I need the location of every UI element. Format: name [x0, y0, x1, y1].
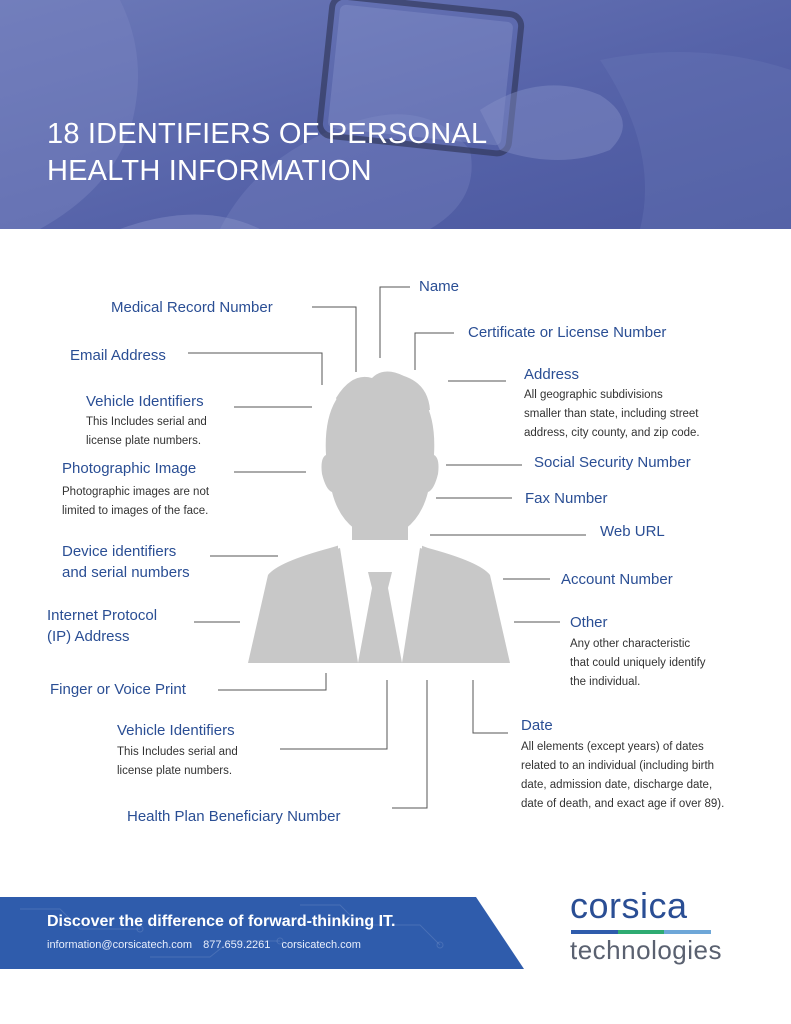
date-desc-line: related to an individual (including birth	[521, 760, 715, 772]
address-desc-line: All geographic subdivisions	[524, 389, 663, 401]
connector-vehicle-bottom	[280, 680, 387, 749]
label-internet-protocol	[47, 605, 157, 647]
silhouette-shirt-left	[340, 545, 378, 663]
address-description	[524, 386, 700, 443]
title-line-2: HEALTH INFORMATION	[47, 155, 372, 187]
footer-tagline: Discover the difference of forward-thinking IT.	[47, 913, 396, 930]
connector-medical-record	[312, 307, 356, 372]
label-health-plan-beneficiary: Health Plan Beneficiary Number	[127, 808, 341, 825]
connector-date	[473, 680, 508, 733]
footer-email-link[interactable]: information@corsicatech.com	[47, 939, 193, 951]
photo-desc-line: Photographic images are not	[62, 486, 210, 498]
label-other: Other	[570, 614, 608, 631]
page-title	[47, 116, 487, 190]
label-date: Date	[521, 717, 553, 734]
other-description	[570, 635, 706, 692]
silhouette-shoulders-right	[420, 545, 510, 663]
label-account-number: Account Number	[561, 571, 673, 588]
date-desc-line: date, admission date, discharge date,	[521, 779, 713, 791]
address-desc-line: address, city county, and zip code.	[524, 427, 700, 439]
other-desc-line: Any other characteristic	[570, 638, 691, 650]
label-photographic-image: Photographic Image	[62, 460, 197, 477]
footer-phone[interactable]: 877.659.2261	[203, 939, 271, 951]
ip-label-line: (IP) Address	[47, 628, 130, 645]
hero-banner	[0, 0, 791, 229]
connector-health-plan	[392, 680, 427, 808]
label-certificate-license: Certificate or License Number	[468, 324, 667, 341]
footer-contacts	[47, 938, 369, 952]
footer-website-link[interactable]: corsicatech.com	[281, 939, 361, 951]
logo-wordmark: corsica	[570, 885, 688, 926]
silhouette-hair	[336, 371, 430, 414]
title-line-1: 18 IDENTIFIERS OF PERSONAL	[47, 118, 488, 150]
person-silhouette	[248, 371, 510, 663]
vehicle-bottom-desc-line: license plate numbers.	[117, 765, 233, 777]
ip-label-line: Internet Protocol	[47, 607, 158, 624]
other-desc-line: that could uniquely identify	[570, 657, 706, 669]
photo-description	[62, 483, 209, 521]
connector-name	[380, 287, 410, 358]
label-web-url: Web URL	[600, 523, 665, 540]
silhouette-shoulders	[248, 545, 340, 663]
label-social-security-number: Social Security Number	[534, 454, 691, 471]
address-desc-line: smaller than state, including street	[524, 408, 699, 420]
silhouette-neck	[352, 470, 408, 553]
silhouette-collar	[338, 540, 422, 663]
date-desc-line: All elements (except years) of dates	[521, 741, 704, 753]
vehicle-top-desc-line: license plate numbers.	[86, 435, 202, 447]
date-desc-line: date of death, and exact age if over 89).	[521, 798, 725, 810]
label-address: Address	[524, 366, 580, 383]
label-name: Name	[419, 278, 460, 295]
vehicle-top-description	[86, 413, 207, 451]
device-label-line: Device identifiers	[62, 543, 177, 560]
label-email-address: Email Address	[70, 347, 166, 364]
vehicle-bottom-desc-line: This Includes serial and	[117, 746, 238, 758]
silhouette-tie	[358, 572, 402, 663]
device-label-line: and serial numbers	[62, 564, 190, 581]
photo-desc-line: limited to images of the face.	[62, 505, 209, 517]
date-description	[521, 738, 724, 814]
vehicle-bottom-description	[117, 743, 238, 781]
other-desc-line: the individual.	[570, 676, 641, 688]
label-vehicle-identifiers-bottom: Vehicle Identifiers	[117, 722, 235, 739]
connector-email	[188, 353, 322, 385]
hero-photo	[0, 0, 791, 229]
silhouette-lapel-left	[300, 548, 358, 663]
label-fax-number: Fax Number	[525, 490, 608, 507]
label-finger-voice-print: Finger or Voice Print	[50, 681, 186, 698]
label-medical-record-number: Medical Record Number	[111, 299, 273, 316]
silhouette-lapel-right	[402, 548, 460, 663]
connector-finger-voice	[218, 673, 326, 690]
label-device-identifiers	[62, 541, 190, 583]
label-vehicle-identifiers-top: Vehicle Identifiers	[86, 393, 204, 410]
vehicle-top-desc-line: This Includes serial and	[86, 416, 207, 428]
silhouette-head	[322, 378, 439, 540]
logo-subtitle: technologies	[570, 935, 722, 965]
connector-certificate	[415, 333, 454, 370]
